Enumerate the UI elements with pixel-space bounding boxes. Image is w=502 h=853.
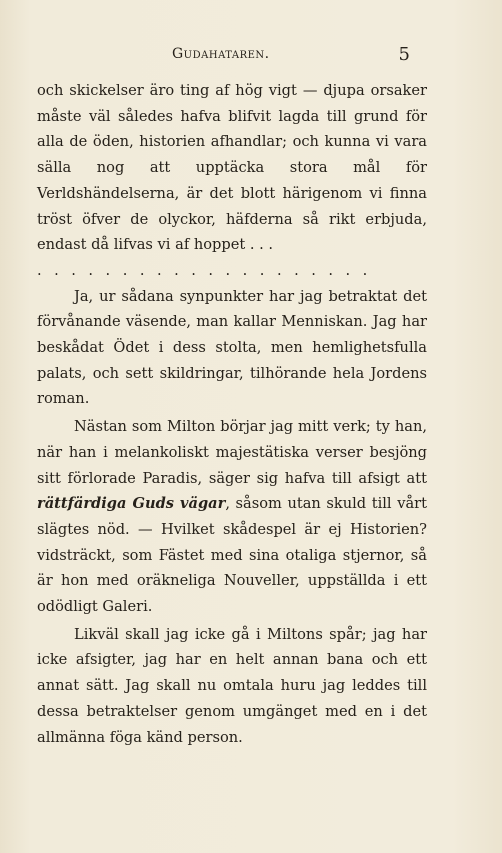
paragraph-milton — [37, 414, 427, 620]
body-text — [37, 78, 427, 750]
paragraph-milton-text-1: Nästan som Milton börjar jag mitt verk; ty han, när han i melankoliskt majestätiska verser besjöng sitt förlorade Paradis, säger sig hafva till afsigt att — [37, 418, 427, 487]
paragraph-likval: Likväl skall jag icke gå i Miltons spår; jag har icke afsigter, jag har en helt annan bana och ett annat sätt. Jag skall nu omtala huru jag leddes till dessa betraktelser genom umgänget med en i det allmänna föga känd person. — [37, 625, 427, 746]
emphasized-phrase: rättfärdiga Guds vägar — [37, 495, 226, 513]
running-title: Gudahataren. — [172, 46, 270, 62]
paragraph-synpunkter: Ja, ur sådana synpunkter har jag betraktat det förvånande väsende, man kallar Menniskan. Jag har beskådat Ödet i dess stolta, men hemlighetsfulla palats, och sett skildringar, tilhörande hela Jordens roman. — [37, 287, 427, 408]
paragraph-milton-text-2: , såsom utan skuld till vårt slägtes nöd. — Hvilket skådespel är ej Historien? vidsträckt, som Fästet med sina otaliga stjernor, så är hon med oräkneliga Nouveller, uppställda i ett odödligt Galeri. — [37, 495, 427, 616]
section-break-dots: .................... — [37, 261, 380, 279]
page-header — [172, 46, 410, 70]
page-number: 5 — [398, 44, 410, 65]
paragraph-continued: och skickelser äro ting af hög vigt — djupa orsaker måste väl således hafva blifvit lagda till grund för alla de öden, historien afhandlar; och kunna vi vara sälla nog att upptäcka stora mål för Verldshändelserna, är det blott härigenom vi finna tröst öfver de olyckor, häfderna så rikt erbjuda, endast då lifvas vi af hoppet . . . — [37, 82, 427, 254]
